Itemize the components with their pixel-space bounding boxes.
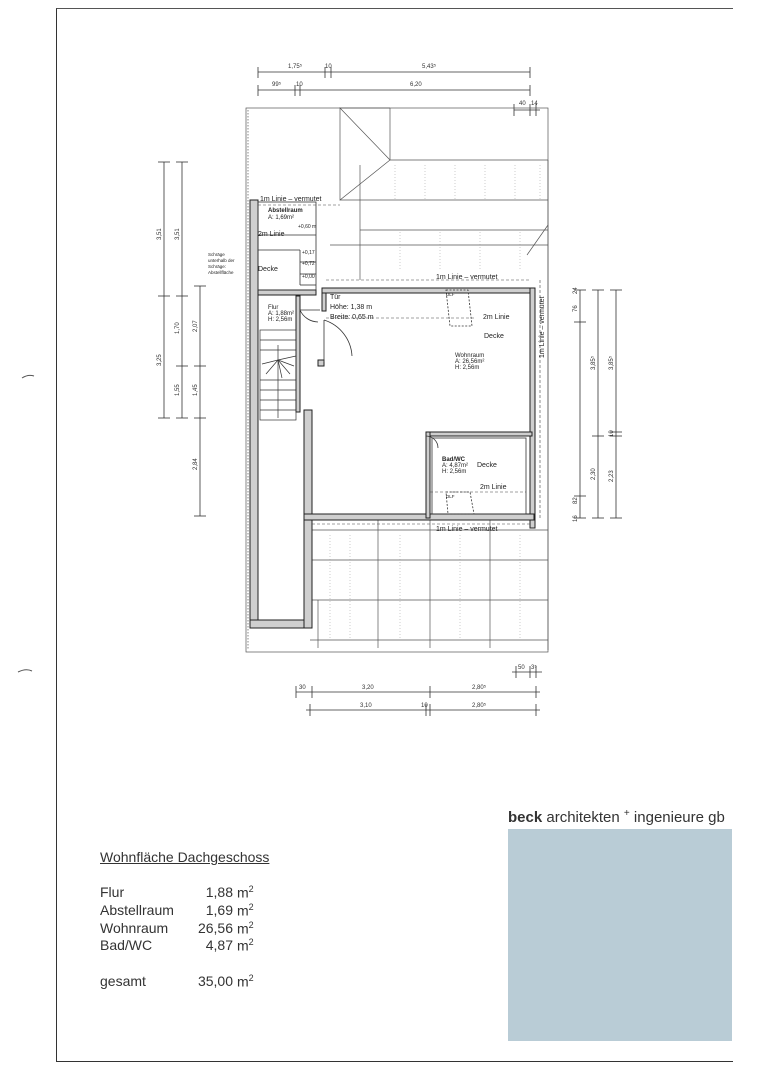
dimension-label: 3,10: [360, 703, 372, 709]
area-table-title: Wohnfläche Dachgeschoss: [100, 849, 270, 865]
dimension-label: 2,23: [609, 470, 615, 482]
ceiling-label: Decke: [484, 333, 504, 340]
dimension-label: 82: [573, 497, 579, 504]
room-name: Abstellraum: [268, 208, 303, 214]
roof-window-label: DLF: [446, 292, 455, 297]
line-label: 1m Linie – vermutet: [539, 296, 546, 358]
area-row-wohnraum: [100, 920, 265, 938]
dimension-label: 3,25: [157, 354, 163, 366]
dimension-label: 10: [296, 82, 303, 88]
dimension-label: 10: [609, 430, 615, 437]
firm-name-tail: ingenieure gb: [629, 809, 725, 826]
dimension-label: 99⁵: [272, 82, 282, 88]
dimension-label: 1,75⁵: [288, 64, 303, 70]
area-row-unit: $m^2$: [237, 920, 254, 937]
slope-note: Schräge: [208, 252, 225, 257]
area-row-total: [100, 973, 265, 991]
line-label: 1m Linie – vermutet: [436, 274, 498, 281]
height-marker: +0,72: [302, 261, 315, 267]
scan-mark: [18, 670, 32, 672]
firm-name: [508, 808, 725, 826]
scan-mark: [22, 375, 34, 378]
dimension-label: 2,80⁵: [472, 703, 487, 709]
room-area: A: 1,69m²: [268, 215, 295, 221]
ceiling-label: Decke: [258, 266, 278, 273]
dimension-label: 6,20: [410, 82, 422, 88]
dimension-label: 1,55: [175, 384, 181, 396]
dimension-label: 3,51: [157, 228, 163, 240]
roof-window-label: DLF: [446, 494, 455, 499]
dimension-label: 2,30: [591, 468, 597, 480]
room-name: Flur: [268, 305, 279, 311]
door-height: Höhe: 1,38 m: [330, 304, 373, 311]
dimension-label: 24: [573, 287, 579, 294]
room-area: A: 4,87m²: [442, 463, 469, 469]
room-area: A: 26,56m²: [455, 359, 485, 365]
ceiling-label: Decke: [477, 462, 497, 469]
area-row-abstellraum: [100, 902, 265, 920]
dimension-label: 14: [531, 101, 538, 107]
height-marker: +0,17: [302, 250, 315, 256]
dimension-label: 3,51: [175, 228, 181, 240]
dimension-label: 16: [573, 515, 579, 522]
slope-note: Schräge:: [208, 264, 227, 269]
firm-name-plus: +: [623, 808, 630, 819]
door-width: Breite: 0,65 m: [330, 314, 374, 321]
firm-name-bold: beck: [508, 809, 543, 826]
title-block-panel: [508, 829, 732, 1041]
area-row-value: 26,56: [197, 920, 233, 936]
dimension-label: 3,85⁵: [591, 355, 597, 370]
dimension-label: 50: [518, 665, 525, 671]
line-label: 2m Linie: [483, 314, 510, 321]
dimension-label: 3,20: [362, 685, 374, 691]
area-row-unit: $m^2$: [237, 937, 254, 954]
height-marker: +0,00: [302, 274, 315, 280]
height-marker: +0,60 m: [298, 224, 317, 230]
area-row-value: 4,87: [205, 937, 233, 953]
dimension-label: 40: [519, 101, 526, 107]
line-label: 1m Linie – vermutet: [260, 196, 322, 203]
door-label: Tür: [330, 294, 341, 301]
dimension-label: 1,70: [175, 322, 181, 334]
room-name: Wohnraum: [455, 353, 485, 359]
line-label: 1m Linie – vermutet: [436, 526, 498, 533]
dimension-label: 2,80⁵: [472, 685, 487, 691]
room-height: H: 2,56m: [455, 365, 480, 371]
dimension-label: 76: [573, 305, 579, 312]
room-area: A: 1,88m²: [268, 311, 295, 317]
line-label: 2m Linie: [258, 231, 285, 238]
area-row-unit: $m^2$: [237, 884, 254, 901]
area-row-value: 1,88: [205, 884, 233, 900]
room-name: Bad/WC: [442, 457, 465, 463]
dimension-label: 30: [299, 685, 306, 691]
area-row-value: 1,69: [205, 902, 233, 918]
area-row-unit: $m^2$: [237, 973, 254, 990]
area-row-label: Wohnraum: [100, 920, 169, 936]
dimension-label: 1,45: [193, 384, 199, 396]
firm-name-rest: architekten: [542, 809, 624, 826]
area-total-value: 35,00: [197, 973, 233, 989]
dimension-label: 10: [325, 64, 332, 70]
line-label: 2m Linie: [480, 484, 507, 491]
room-height: H: 2,56m: [268, 317, 293, 323]
dimension-label: 3,85⁵: [609, 355, 615, 370]
dimension-label: 5,43⁵: [422, 64, 437, 70]
area-row-unit: $m^2$: [237, 902, 254, 919]
area-row-flur: [100, 884, 265, 902]
room-height: H: 2,56m: [442, 469, 467, 475]
area-row-label: Abstellraum: [100, 902, 174, 918]
dimension-label: 10: [421, 703, 428, 709]
area-total-label: gesamt: [100, 973, 146, 989]
slope-note: unterhalb der: [208, 258, 235, 263]
slope-note: Abstellfläche: [208, 270, 234, 275]
area-row-label: Bad/WC: [100, 937, 153, 953]
area-row-bad-wc: [100, 937, 265, 955]
dimension-label: 2,07: [193, 320, 199, 332]
dimension-label: 3⁵: [531, 665, 537, 671]
dimension-label: 2,84: [193, 458, 199, 470]
area-row-label: Flur: [100, 884, 125, 900]
